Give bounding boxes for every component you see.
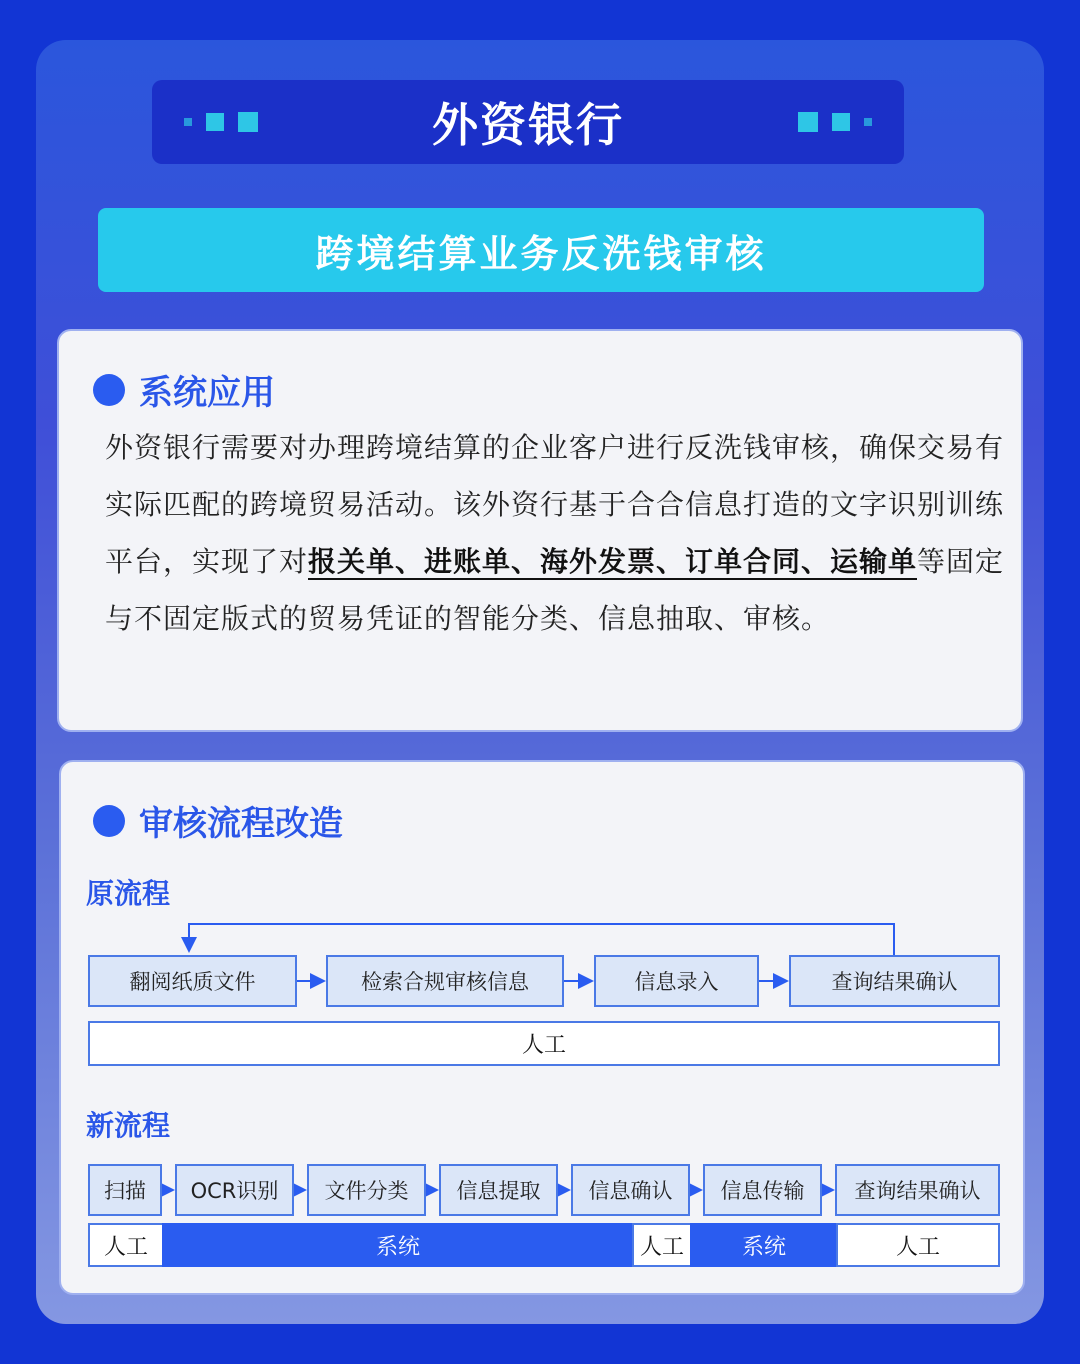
page-title: 外资银行 — [432, 98, 624, 152]
new-step-2: OCR识别 — [175, 1164, 294, 1216]
bullet-dot-icon — [93, 374, 125, 406]
new-step-4: 信息提取 — [439, 1164, 558, 1216]
system-application-card — [57, 329, 1023, 732]
process-heading: 审核流程改造 — [139, 804, 343, 844]
new-step-7: 查询结果确认 — [835, 1164, 1000, 1216]
old-step-1: 翻阅纸质文件 — [88, 955, 297, 1007]
new-actor-3: 人工 — [632, 1223, 692, 1267]
old-step-2: 检索合规审核信息 — [326, 955, 564, 1007]
system-app-paragraph — [105, 419, 1005, 647]
old-actor-bar: 人工 — [88, 1021, 1000, 1066]
new-actor-1: 人工 — [88, 1223, 164, 1267]
system-app-heading: 系统应用 — [139, 373, 275, 413]
old-step-4: 查询结果确认 — [789, 955, 1000, 1007]
new-actor-2: 系统 — [162, 1223, 634, 1267]
new-flow-label: 新流程 — [86, 1109, 171, 1142]
process-card — [59, 760, 1025, 1295]
page-subtitle: 跨境结算业务反洗钱审核 — [315, 231, 767, 276]
old-flow-label: 原流程 — [86, 877, 171, 910]
paragraph-bold-docs: 报关单、进账单、海外发票、订单合同、运输单 — [308, 545, 918, 578]
new-step-5: 信息确认 — [571, 1164, 690, 1216]
new-step-6: 信息传输 — [703, 1164, 822, 1216]
new-actor-4: 系统 — [690, 1223, 838, 1267]
title-banner — [152, 80, 904, 164]
paragraph-text-2: 等固定与不固定版式的贸易凭证的智能分类、信息抽取、审核。 — [105, 545, 1005, 635]
new-step-3: 文件分类 — [307, 1164, 426, 1216]
new-step-1: 扫描 — [88, 1164, 162, 1216]
paragraph-text-1: 外资银行需要对办理跨境结算的企业客户进行反洗钱审核，确保交易有实际匹配的跨境贸易活动。该外资行基于合合信息打造的文字识别训练平台，实现了对 — [105, 431, 1005, 578]
decor-squares-right — [798, 80, 872, 164]
section-heading — [93, 365, 275, 414]
old-step-3: 信息录入 — [594, 955, 759, 1007]
decor-squares-left — [184, 80, 258, 164]
subtitle-banner — [98, 208, 984, 292]
new-actor-5: 人工 — [836, 1223, 1000, 1267]
